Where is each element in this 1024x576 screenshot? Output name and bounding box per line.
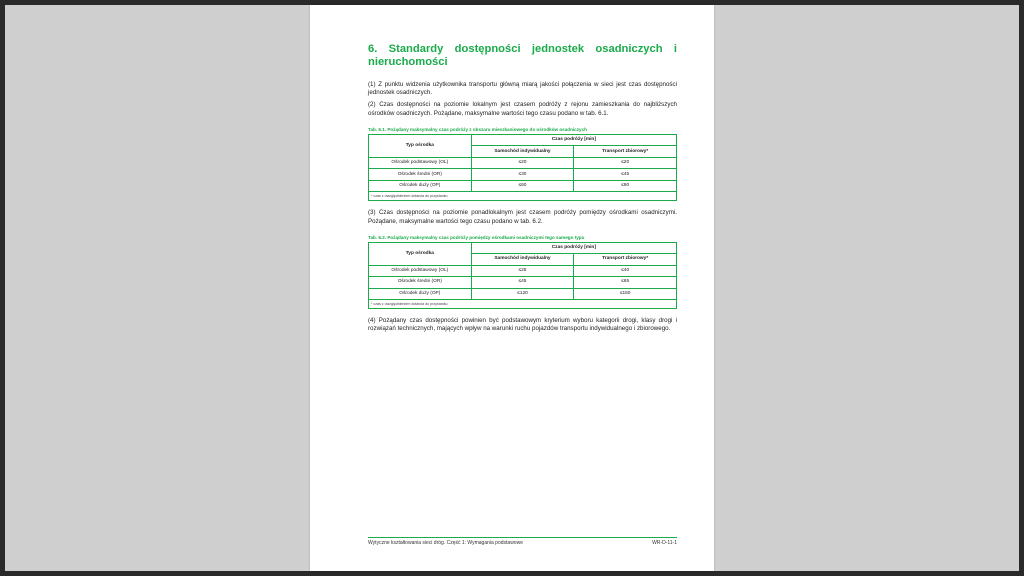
paragraph-1: (1) Z punktu widzenia użytkownika transportu główną miarą jakości połączenia w sieci jest czas dostępności jednostek osadniczych. [368, 81, 677, 97]
table-1-header-pt: Transport zbiorowy* [574, 146, 677, 158]
table-row [369, 265, 677, 277]
table-cell: ≤45 [574, 169, 677, 181]
table-2 [368, 242, 677, 310]
table-1-header-time: Czas podróży [min] [471, 134, 676, 146]
table-cell: Ośrodek średni (OR) [369, 277, 472, 289]
table-2-header-type: Typ ośrodka [369, 242, 472, 265]
table-row [369, 169, 677, 181]
table-cell: Ośrodek duży (OP) [369, 180, 472, 192]
table-1-note: * czas z uwzględnieniem dotarcia do przystanku [369, 192, 677, 201]
table-cell: ≤90 [574, 180, 677, 192]
table-cell: ≤65 [574, 277, 677, 289]
table-2-header-time: Czas podróży [min] [471, 242, 676, 254]
table-cell: ≤40 [574, 265, 677, 277]
table-1-header-type: Typ ośrodka [369, 134, 472, 157]
document-page [310, 5, 714, 571]
table-2-header-pt: Transport zbiorowy* [574, 254, 677, 266]
table-cell: ≤45 [471, 277, 574, 289]
table-1-caption: Tab. 6.1. Pożądany maksymalny czas podróży z obszaru mieszkaniowego do ośrodków osadniczych [368, 126, 587, 132]
table-row [369, 157, 677, 169]
table-cell: Ośrodek podstawowy (OL) [369, 157, 472, 169]
table-row [369, 180, 677, 192]
paragraph-4: (4) Pożądany czas dostępności powinien być podstawowym kryterium wyboru kategorii drogi, klasy drogi i rozwiązań technicznych, mających wpływ na warunki ruchu pojazdów transportu indywidualnego i zbiorowego. [368, 317, 677, 333]
section-heading: 6. Standardy dostępności jednostek osadniczych i nieruchomości [368, 43, 677, 68]
table-cell: ≤20 [471, 157, 574, 169]
table-row [369, 288, 677, 300]
table-2-note: * czas z uwzględnieniem dotarcia do przystanku [369, 300, 677, 309]
footer-title: Wytyczne kształtowania sieci dróg. Część 1: Wymagania podstawowe [368, 540, 523, 546]
paragraph-3: (3) Czas dostępności na poziomie ponadlokalnym jest czasem podróży pomiędzy ośrodkami osadniczymi. Pożądane, maksymalne wartości tego czasu podano w tab. 6.2. [368, 209, 677, 225]
table-1-header-car: Samochód indywidualny [471, 146, 574, 158]
table-cell: ≤30 [471, 169, 574, 181]
table-cell: Ośrodek podstawowy (OL) [369, 265, 472, 277]
table-cell: ≤60 [471, 180, 574, 192]
page-footer [368, 537, 677, 546]
table-cell: Ośrodek średni (OR) [369, 169, 472, 181]
document-viewer[interactable] [5, 5, 1019, 571]
table-row [369, 277, 677, 289]
table-1 [368, 134, 677, 202]
footer-code: WR-D-11-1 [652, 540, 677, 546]
table-cell: Ośrodek duży (OP) [369, 288, 472, 300]
table-2-caption: Tab. 6.2. Pożądany maksymalny czas podróży pomiędzy ośrodkami osadniczymi tego samego typu [368, 234, 585, 240]
table-cell: ≤120 [471, 288, 574, 300]
paragraph-2: (2) Czas dostępności na poziomie lokalnym jest czasem podróży z rejonu zamieszkania do najbliższych ośrodków osadniczych. Pożądane, maksymalne wartości tego czasu podano w tab. 6.1. [368, 101, 677, 117]
table-cell: ≤25 [471, 265, 574, 277]
table-cell: ≤150 [574, 288, 677, 300]
page-content [368, 43, 677, 334]
table-2-header-car: Samochód indywidualny [471, 254, 574, 266]
table-cell: ≤20 [574, 157, 677, 169]
